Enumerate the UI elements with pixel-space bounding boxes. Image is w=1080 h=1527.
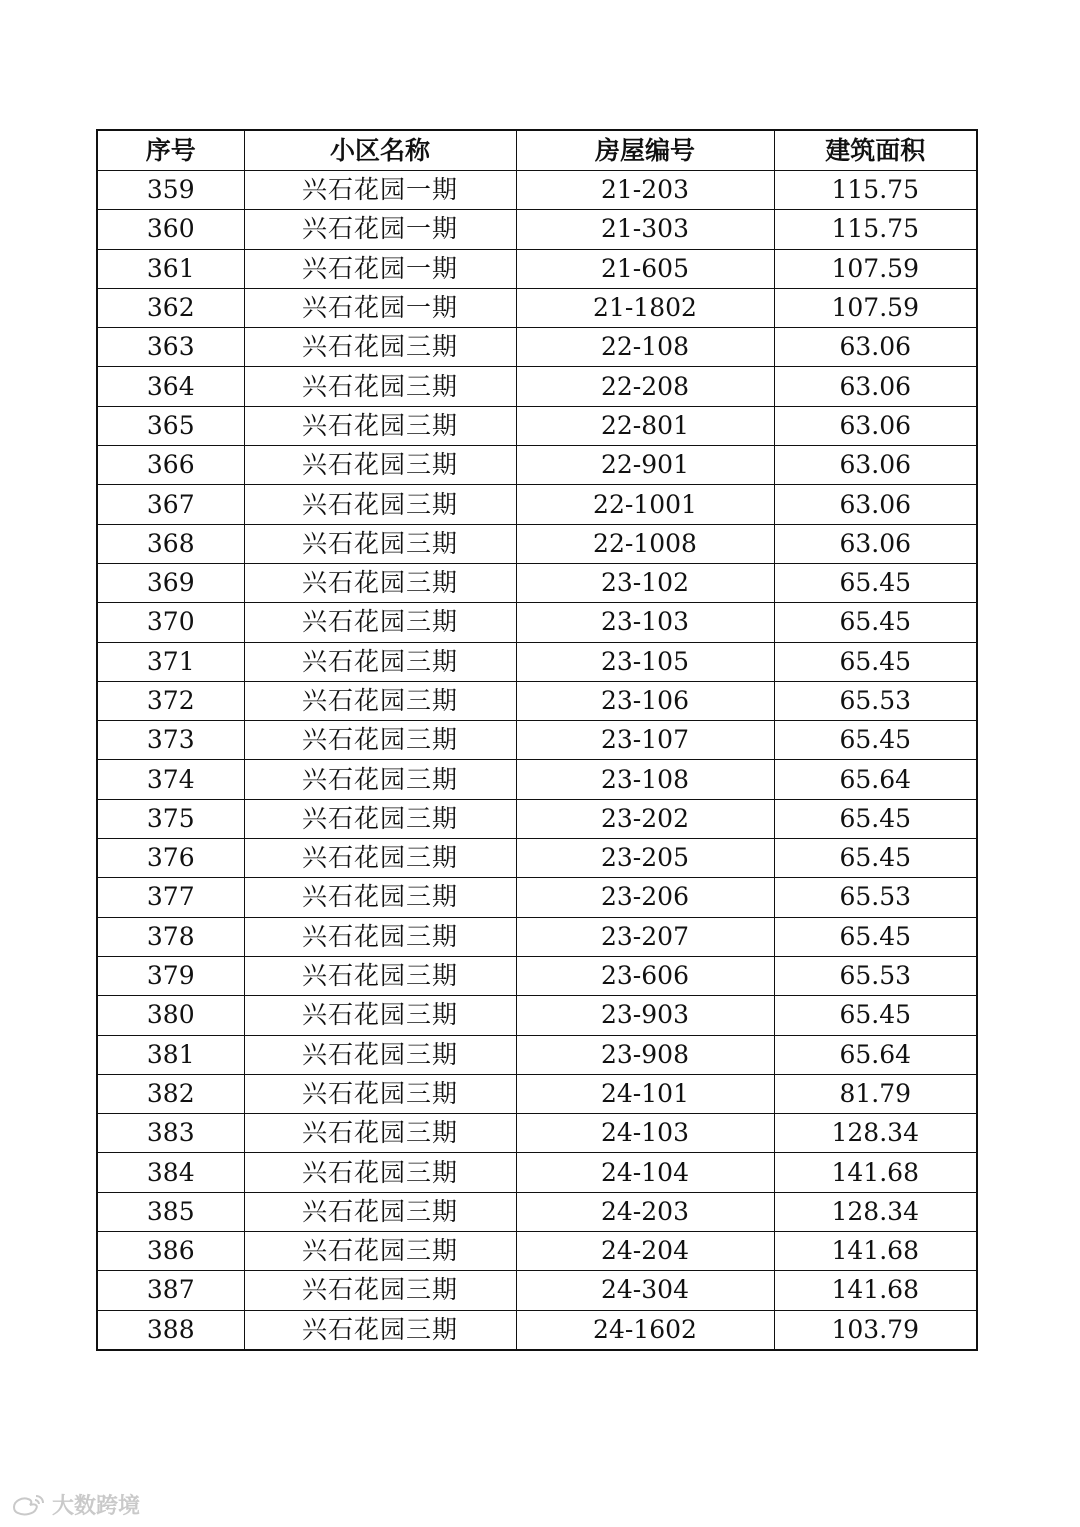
cell-serial: 360 <box>97 210 244 249</box>
table-row <box>97 367 977 406</box>
cell-house-number: 21-203 <box>516 171 774 210</box>
table-row <box>97 288 977 327</box>
table-row <box>97 171 977 210</box>
cell-community-name: 兴石花园三期 <box>244 642 516 681</box>
cell-serial: 382 <box>97 1074 244 1113</box>
table-row <box>97 446 977 485</box>
cell-house-number: 24-101 <box>516 1074 774 1113</box>
cell-serial: 374 <box>97 760 244 799</box>
cell-house-number: 22-801 <box>516 406 774 445</box>
cell-community-name: 兴石花园三期 <box>244 956 516 995</box>
cell-floor-area: 63.06 <box>774 485 977 524</box>
cell-floor-area: 63.06 <box>774 406 977 445</box>
housing-table <box>96 129 978 1351</box>
housing-table-container <box>96 129 976 1351</box>
cell-community-name: 兴石花园三期 <box>244 681 516 720</box>
cell-serial: 363 <box>97 328 244 367</box>
cell-floor-area: 107.59 <box>774 288 977 327</box>
cell-serial: 384 <box>97 1153 244 1192</box>
cell-floor-area: 128.34 <box>774 1114 977 1153</box>
cell-serial: 376 <box>97 839 244 878</box>
cell-floor-area: 65.45 <box>774 603 977 642</box>
table-row <box>97 1114 977 1153</box>
cell-floor-area: 141.68 <box>774 1153 977 1192</box>
table-row <box>97 1271 977 1310</box>
cell-community-name: 兴石花园三期 <box>244 406 516 445</box>
table-header-row <box>97 130 977 171</box>
cell-house-number: 23-108 <box>516 760 774 799</box>
cell-house-number: 23-205 <box>516 839 774 878</box>
cell-floor-area: 141.68 <box>774 1232 977 1271</box>
cell-community-name: 兴石花园三期 <box>244 328 516 367</box>
table-row <box>97 485 977 524</box>
cell-serial: 370 <box>97 603 244 642</box>
table-row <box>97 917 977 956</box>
cell-community-name: 兴石花园三期 <box>244 1232 516 1271</box>
cell-house-number: 24-103 <box>516 1114 774 1153</box>
cell-serial: 361 <box>97 249 244 288</box>
cell-serial: 381 <box>97 1035 244 1074</box>
cell-floor-area: 141.68 <box>774 1271 977 1310</box>
cell-community-name: 兴石花园三期 <box>244 996 516 1035</box>
cell-floor-area: 65.53 <box>774 956 977 995</box>
cell-serial: 386 <box>97 1232 244 1271</box>
cell-community-name: 兴石花园三期 <box>244 485 516 524</box>
cell-community-name: 兴石花园三期 <box>244 1310 516 1350</box>
table-row <box>97 249 977 288</box>
cell-house-number: 23-903 <box>516 996 774 1035</box>
table-row <box>97 1153 977 1192</box>
cell-house-number: 24-204 <box>516 1232 774 1271</box>
cell-community-name: 兴石花园三期 <box>244 524 516 563</box>
cell-serial: 367 <box>97 485 244 524</box>
header-serial: 序号 <box>97 130 244 171</box>
cell-floor-area: 63.06 <box>774 367 977 406</box>
cell-serial: 359 <box>97 171 244 210</box>
cell-serial: 368 <box>97 524 244 563</box>
cell-floor-area: 63.06 <box>774 328 977 367</box>
cell-house-number: 23-105 <box>516 642 774 681</box>
cell-serial: 377 <box>97 878 244 917</box>
cell-house-number: 22-1008 <box>516 524 774 563</box>
cell-house-number: 22-901 <box>516 446 774 485</box>
table-row <box>97 328 977 367</box>
cell-floor-area: 103.79 <box>774 1310 977 1350</box>
cell-community-name: 兴石花园三期 <box>244 603 516 642</box>
cell-floor-area: 65.45 <box>774 799 977 838</box>
cell-community-name: 兴石花园一期 <box>244 249 516 288</box>
cell-house-number: 23-206 <box>516 878 774 917</box>
cell-house-number: 22-108 <box>516 328 774 367</box>
cell-floor-area: 63.06 <box>774 524 977 563</box>
cell-house-number: 22-1001 <box>516 485 774 524</box>
cell-serial: 385 <box>97 1192 244 1231</box>
cell-house-number: 23-606 <box>516 956 774 995</box>
cell-house-number: 24-104 <box>516 1153 774 1192</box>
cell-community-name: 兴石花园一期 <box>244 210 516 249</box>
cell-floor-area: 65.53 <box>774 681 977 720</box>
cell-house-number: 23-202 <box>516 799 774 838</box>
table-row <box>97 996 977 1035</box>
cell-serial: 366 <box>97 446 244 485</box>
cell-house-number: 23-102 <box>516 563 774 602</box>
cell-community-name: 兴石花园一期 <box>244 288 516 327</box>
cell-community-name: 兴石花园三期 <box>244 721 516 760</box>
cell-serial: 365 <box>97 406 244 445</box>
cell-house-number: 23-908 <box>516 1035 774 1074</box>
cell-house-number: 23-103 <box>516 603 774 642</box>
cell-serial: 371 <box>97 642 244 681</box>
cell-serial: 364 <box>97 367 244 406</box>
cell-floor-area: 65.45 <box>774 996 977 1035</box>
cell-floor-area: 65.45 <box>774 917 977 956</box>
cell-community-name: 兴石花园三期 <box>244 446 516 485</box>
watermark <box>10 1489 140 1520</box>
table-row <box>97 603 977 642</box>
cell-community-name: 兴石花园三期 <box>244 1192 516 1231</box>
watermark-text: 大数跨境 <box>52 1494 141 1519</box>
cell-house-number: 21-303 <box>516 210 774 249</box>
cell-house-number: 24-1602 <box>516 1310 774 1350</box>
cell-floor-area: 65.45 <box>774 563 977 602</box>
table-row <box>97 721 977 760</box>
cell-floor-area: 65.64 <box>774 1035 977 1074</box>
cell-house-number: 23-207 <box>516 917 774 956</box>
table-row <box>97 760 977 799</box>
cell-house-number: 21-1802 <box>516 288 774 327</box>
table-row <box>97 642 977 681</box>
cell-serial: 372 <box>97 681 244 720</box>
cell-serial: 375 <box>97 799 244 838</box>
cell-floor-area: 128.34 <box>774 1192 977 1231</box>
cell-community-name: 兴石花园三期 <box>244 367 516 406</box>
table-row <box>97 1232 977 1271</box>
table-row <box>97 210 977 249</box>
header-community-name: 小区名称 <box>244 130 516 171</box>
table-row <box>97 1074 977 1113</box>
table-row <box>97 1310 977 1350</box>
cell-house-number: 22-208 <box>516 367 774 406</box>
cell-community-name: 兴石花园三期 <box>244 1035 516 1074</box>
table-row <box>97 524 977 563</box>
table-row <box>97 1035 977 1074</box>
cell-community-name: 兴石花园三期 <box>244 1114 516 1153</box>
cell-serial: 380 <box>97 996 244 1035</box>
table-row <box>97 681 977 720</box>
cell-floor-area: 115.75 <box>774 210 977 249</box>
cell-community-name: 兴石花园三期 <box>244 1074 516 1113</box>
cell-community-name: 兴石花园一期 <box>244 171 516 210</box>
cell-serial: 388 <box>97 1310 244 1350</box>
cell-community-name: 兴石花园三期 <box>244 878 516 917</box>
cell-floor-area: 81.79 <box>774 1074 977 1113</box>
table-row <box>97 956 977 995</box>
cell-house-number: 23-107 <box>516 721 774 760</box>
weibo-logo-icon <box>10 1493 46 1517</box>
cell-floor-area: 63.06 <box>774 446 977 485</box>
table-row <box>97 406 977 445</box>
cell-floor-area: 65.53 <box>774 878 977 917</box>
cell-community-name: 兴石花园三期 <box>244 839 516 878</box>
cell-house-number: 23-106 <box>516 681 774 720</box>
header-floor-area: 建筑面积 <box>774 130 977 171</box>
table-row <box>97 563 977 602</box>
cell-floor-area: 107.59 <box>774 249 977 288</box>
cell-floor-area: 65.45 <box>774 721 977 760</box>
table-row <box>97 878 977 917</box>
table-row <box>97 839 977 878</box>
cell-serial: 369 <box>97 563 244 602</box>
cell-serial: 378 <box>97 917 244 956</box>
cell-community-name: 兴石花园三期 <box>244 799 516 838</box>
cell-community-name: 兴石花园三期 <box>244 1271 516 1310</box>
cell-house-number: 24-304 <box>516 1271 774 1310</box>
cell-serial: 373 <box>97 721 244 760</box>
cell-floor-area: 65.64 <box>774 760 977 799</box>
cell-community-name: 兴石花园三期 <box>244 760 516 799</box>
cell-floor-area: 65.45 <box>774 839 977 878</box>
cell-community-name: 兴石花园三期 <box>244 1153 516 1192</box>
cell-house-number: 24-203 <box>516 1192 774 1231</box>
table-row <box>97 799 977 838</box>
cell-community-name: 兴石花园三期 <box>244 563 516 602</box>
cell-house-number: 21-605 <box>516 249 774 288</box>
cell-floor-area: 65.45 <box>774 642 977 681</box>
cell-community-name: 兴石花园三期 <box>244 917 516 956</box>
table-body <box>97 171 977 1350</box>
cell-floor-area: 115.75 <box>774 171 977 210</box>
table-row <box>97 1192 977 1231</box>
cell-serial: 383 <box>97 1114 244 1153</box>
cell-serial: 379 <box>97 956 244 995</box>
cell-serial: 387 <box>97 1271 244 1310</box>
header-house-number: 房屋编号 <box>516 130 774 171</box>
cell-serial: 362 <box>97 288 244 327</box>
